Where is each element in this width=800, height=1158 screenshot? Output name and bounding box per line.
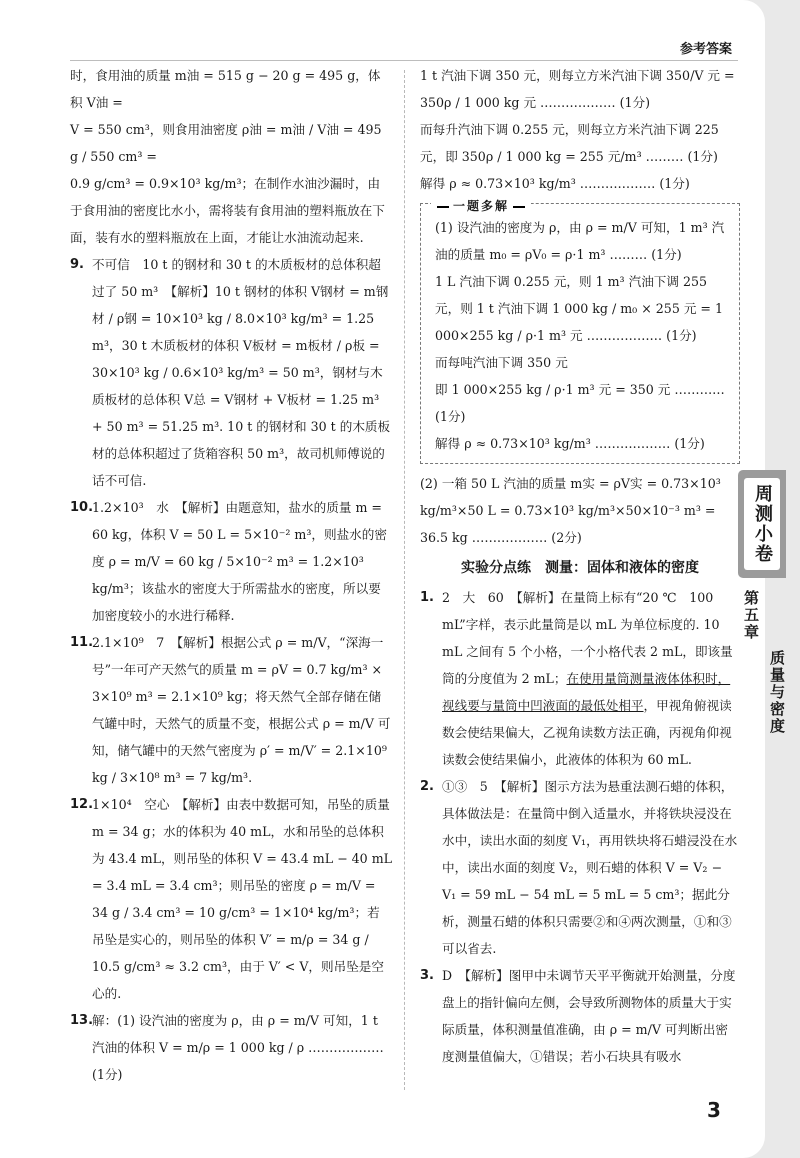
- right-column: [420, 62, 740, 1070]
- box-line-2: 1 L 汽油下调 0.255 元，则 1 m³ 汽油下调 255 元，则 1 t 汽油下调 1 000 kg / m₀ × 255 元 = 1 000×255 kg / ρ·1 m³ 元 ……………… (1分): [435, 274, 723, 343]
- question-10: [70, 494, 392, 629]
- section-title: 实验分点练 测量：固体和液体的密度: [461, 560, 699, 576]
- underlined-key-point: 在使用量筒测量液体体积时，视线要与量筒中凹液面的最低处相平: [442, 671, 731, 713]
- question-13: [70, 1007, 392, 1088]
- exp-question-1: [420, 584, 740, 773]
- page-header: 参考答案: [680, 42, 733, 57]
- question-9: [70, 251, 392, 494]
- answer-text-cont: ，甲视角俯视读数会使结果偏大，乙视角读数方法正确，丙视角仰视读数会使结果偏小，此液体的体积为 60 mL.: [442, 698, 732, 767]
- question-12: [70, 791, 392, 1007]
- q13-cont-1: 1 t 汽油下调 350 元，则每立方米汽油下调 350/V 元 = 350ρ / 1 000 kg 元 ……………… (1分): [420, 68, 735, 110]
- answer-text: 不可信 10 t 的钢材和 30 t 的木质板材的总体积超过了 50 m³ 【解析】10 t 钢材的体积 V钢材 = m钢材 / ρ钢 = 10×10³ kg / 8.0×10³ kg/m³ = 1.25 m³，30 t 木质板材的体积 V板材 = m板材 / ρ板 = 30×10³ kg / 0.6×10³ kg/m³ = 50 m³，钢材与木质板材的总体积 V总 = V钢材 + V板材 = 1.25 m³ + 50 m³ = 51.25 m³. 10 t 的钢材和 30 t 的木质板材的总体积超过了货箱容积 50 m³，故司机师傅说的话不可信.: [92, 257, 391, 488]
- answer-text: ①③ 5 【解析】图示方法为悬重法测石蜡的体积，具体做法是：在量筒中倒入适量水，并将铁块浸没在水中，读出水面的刻度 V₁，再用铁块将石蜡浸没在水中，读出水面的刻度 V₂，则石蜡的体积 V = V₂ − V₁ = 59 mL − 54 mL = 5 mL = 5 cm³；据此分析，测量石蜡的体积只需要②和④两次测量，①和③可以省去.: [442, 779, 738, 956]
- page-number: 3: [707, 1098, 721, 1122]
- side-chapter: 第五章: [742, 590, 760, 641]
- header-divider: [70, 60, 738, 61]
- question-number: 3.: [420, 968, 434, 983]
- question-number: 11.: [70, 635, 94, 650]
- side-tab: [738, 470, 786, 578]
- box-line-5: 解得 ρ ≈ 0.73×10³ kg/m³ ……………… (1分): [435, 436, 705, 451]
- question-number: 1.: [420, 590, 434, 605]
- answer-text: D 【解析】图甲中未调节天平平衡就开始测量，分度盘上的指针偏向左侧，会导致所测物体的质量大于实际质量，体积测量值准确，由 ρ = m/V 可判断出密度测量值偏大，①错误；若小石块具有吸水: [442, 968, 736, 1064]
- q13-cont-3: 解得 ρ ≈ 0.73×10³ kg/m³ ……………… (1分): [420, 176, 690, 191]
- question-number: 2.: [420, 779, 434, 794]
- multi-solution-title: 一题多解: [431, 193, 531, 220]
- answer-text: 2 大 60 【解析】在量筒上标有“20 ℃ 100 mL”字样，表示此量筒是以 mL 为单位标度的. 10 mL 之间有 5 个小格，一个小格代表 2 mL，即该量筒的分度值为 2 mL；: [442, 590, 733, 686]
- question-11: [70, 629, 392, 791]
- answer-text: 1.2×10³ 水 【解析】由题意知，盐水的质量 m = 60 kg，体积 V = 50 L = 5×10⁻² m³，则盐水的密度 ρ = m/V = 60 kg / 5×10⁻² m³ = 1.2×10³ kg/m³；该盐水的密度大于所需盐水的密度，所以要加密度较小的水进行稀释.: [92, 500, 387, 623]
- box-line-3: 而每吨汽油下调 350 元: [435, 355, 568, 370]
- question-number: 13.: [70, 1013, 94, 1028]
- question-number: 12.: [70, 797, 94, 812]
- column-divider: [404, 70, 405, 1090]
- exp-question-2: [420, 773, 740, 962]
- q8-line-1: 时，食用油的质量 m油 = 515 g − 20 g = 495 g，体积 V油 =: [70, 68, 381, 110]
- answer-text: 解：(1) 设汽油的密度为 ρ，由 ρ = m/V 可知，1 t 汽油的体积 V = m/ρ = 1 000 kg / ρ ……………… (1分): [92, 1013, 384, 1082]
- q13-cont-2: 而每升汽油下调 0.255 元，则每立方米汽油下调 225 元，即 350ρ / 1 000 kg = 255 元/m³ ……… (1分): [420, 122, 719, 164]
- question-number: 10.: [70, 500, 94, 515]
- exp-question-3: [420, 962, 740, 1070]
- question-number: 9.: [70, 257, 84, 272]
- q13-part-2: (2) 一箱 50 L 汽油的质量 m实 = ρV实 = 0.73×10³ kg/m³×50 L = 0.73×10³ kg/m³×50×10⁻³ m³ = 36.5 kg ……………… (2分): [420, 476, 721, 545]
- side-topic: 质量与密度: [768, 650, 786, 735]
- side-tab-label: 周测小卷: [744, 478, 780, 570]
- multi-solution-box: [420, 199, 740, 464]
- left-column: [70, 62, 392, 1088]
- q8-line-3: 0.9 g/cm³ = 0.9×10³ kg/m³；在制作水油沙漏时，由于食用油的密度比水小，需将装有食用油的塑料瓶放在下面，装有水的塑料瓶放在上面，才能让水油流动起来.: [70, 176, 385, 245]
- q8-line-2: V = 550 cm³，则食用油密度 ρ油 = m油 / V油 = 495 g / 550 cm³ =: [70, 122, 382, 164]
- box-line-4: 即 1 000×255 kg / ρ·1 m³ 元 = 350 元 ………… (1分): [435, 382, 725, 424]
- box-line-1: (1) 设汽油的密度为 ρ，由 ρ = m/V 可知，1 m³ 汽油的质量 m₀ = ρV₀ = ρ·1 m³ ……… (1分): [435, 220, 725, 262]
- answer-text: 1×10⁴ 空心 【解析】由表中数据可知，吊坠的质量 m = 34 g；水的体积为 40 mL，水和吊坠的总体积为 43.4 mL，则吊坠的体积 V = 43.4 mL − 40 mL = 3.4 mL = 3.4 cm³；则吊坠的密度 ρ = m/V = 34 g / 3.4 cm³ = 10 g/cm³ = 1×10⁴ kg/m³；若吊坠是实心的，则吊坠的体积 V′ = m/ρ = 34 g / 10.5 g/cm³ ≈ 3.2 cm³，由于 V′ < V，则吊坠是空心的.: [92, 797, 392, 1001]
- answer-text: 2.1×10⁹ 7 【解析】根据公式 ρ = m/V，“深海一号”一年可产天然气的质量 m = ρV = 0.7 kg/m³ × 3×10⁹ m³ = 2.1×10⁹ kg；将天然气全部存储在储气罐中时，天然气的质量不变，根据公式 ρ = m/V 可知，储气罐中的天然气密度为 ρ′ = m/V′ = 2.1×10⁹ kg / 3×10⁸ m³ = 7 kg/m³.: [92, 635, 391, 785]
